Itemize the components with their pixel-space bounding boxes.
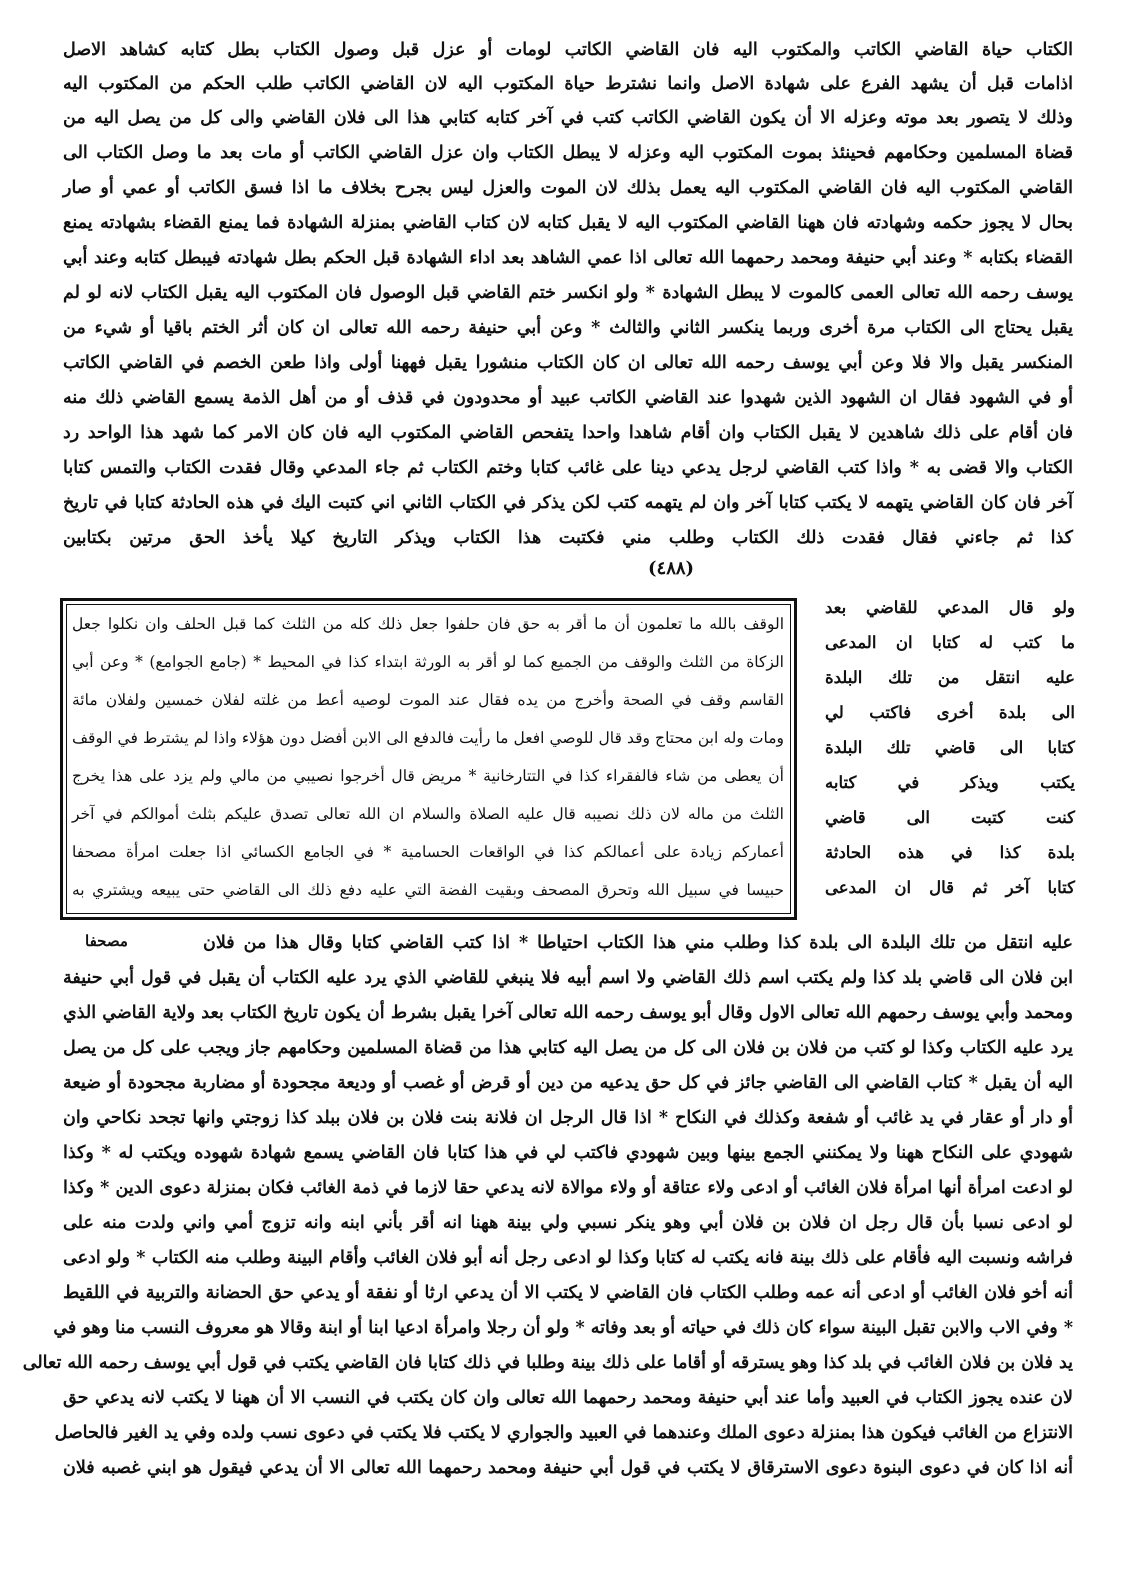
text-line: بحال لا يجوز حكمه وشهادته فان ههنا القاضي المكتوب اليه لا يقبل كتابه لان كتاب القاضي بمنزلة الشهادة فما يمنع القضاء بشهادته يمنع xyxy=(63,213,1073,233)
text-line: يرد عليه الكتاب وكذا لو كتب من فلان بن فلان الى كل من يصل اليه كتابي هذا من قضاة المسلمين وحكامهم جاز ويجب على كل من يصل xyxy=(63,1038,1073,1058)
text-line: اذامات قبل أن يشهد الفرع على شهادة الاصل وانما نشترط حياة المكتوب اليه لان القاضي الكاتب طلب الحكم من المكتوب اليه xyxy=(63,74,1073,94)
footnote-line: أن يعطى من شاء فالفقراء كذا في التتارخانية * مريض قال أخرجوا نصيبي من مالي ولم يزد على هذا يخرج xyxy=(72,767,784,785)
text-line: ما كتب له كتابا ان المدعى xyxy=(825,633,1075,652)
text-line: ومحمد وأبي يوسف رحمهم الله تعالى الاول وقال أبو يوسف رحمه الله تعالى آخرا يقبل بشرط أن يكون تاريخ الكتاب بعد ولاية القاضي الذي xyxy=(63,1003,1073,1023)
text-line: يقبل يحتاج الى الكتاب مرة أخرى وربما ينكسر الثاني والثالث * وعن أبي حنيفة رحمه الله تعالى ان كان أثر الختم باقيا أو شيء من xyxy=(63,318,1073,338)
text-line: لو ادعى نسبا بأن قال رجل ان فلان بن فلان أبي وهو ينكر نسبي ولي بينة ههنا انه أقر بأني ابنه وانه تزوج أمي واني ولدت منه على xyxy=(63,1213,1073,1233)
page-number: (٤٨٨) xyxy=(648,558,695,579)
text-line: المنكسر يقبل والا فلا وعن أبي يوسف رحمه الله تعالى ان كان الكتاب منشورا يقبل فههنا أولى واذا طعن الخصم في القاضي الكاتب xyxy=(63,353,1073,373)
text-line: وذلك لا يتصور بعد موته وعزله الا أن يكون القاضي الكاتب كتب في آخر كتابه كتابي هذا الى فلان القاضي والى كل من يصل اليه من xyxy=(63,108,1073,128)
text-line: آخر فان كان القاضي يتهمه لا يكتب كتابا آخر وان لم يتهمه كتب لكن يذكر في الكتاب الثاني اني كتبت اليك في هذه الحادثة كتابا في تاريخ xyxy=(63,493,1073,513)
footnote-line: ومات وله ابن محتاج وقد قال للوصي افعل ما رأيت فالدفع الى الابن أفضل دون هؤلاء واذا لم يشترط في الوقف xyxy=(72,729,784,747)
text-line: عليه انتقل من تلك البلدة الى بلدة كذا وطلب مني هذا الكتاب احتياطا * اذا كتب القاضي كتابا وقال هذا من فلان xyxy=(203,933,1073,953)
text-line: ابن فلان الى قاضي بلد كذا ولم يكتب اسم ذلك القاضي ولا اسم أبيه فلا ينبغي للقاضي الذي يرد عليه الكتاب أن يقبل في قول أبي حنيفة xyxy=(63,968,1073,988)
text-line: كتابا الى قاضي تلك البلدة xyxy=(825,738,1075,757)
text-line: الكتاب والا قضى به * واذا كتب القاضي لرجل يدعي دينا على غائب كتابا وختم الكتاب ثم جاء المدعي وقال فقدت الكتاب والتمس كتابا xyxy=(63,458,1073,478)
text-line: فراشه ونسبت اليه فأقام على ذلك بينة فانه يكتب له كتابا وكذا لو ادعى رجل أنه أبو فلان الغائب وأقام البينة وطلب منه الكتاب * ولو ادعى xyxy=(63,1248,1073,1268)
text-line: يكتب ويذكر في كتابه xyxy=(825,773,1075,792)
footnote-line: أعماركم زيادة على أعمالكم كذا في الواقعات الحسامية * في الجامع الكسائي اذا جعلت امرأة مصحفا xyxy=(72,843,784,861)
text-line: * وفي الاب والابن تقبل البينة سواء كان ذلك في حياته أو بعد وفاته * ولو أن رجلا وامرأة ادعيا ابنا أو ابنة وقالا هو معروف النسب منا وهو في xyxy=(53,1318,1073,1338)
text-line: لو ادعت امرأة أنها امرأة فلان الغائب أو ادعى ولاء عتاقة أو ولاء موالاة لانه يدعي حقا لازما في ذمة الغائب فكان بمنزلة دعوى الدين * وكذا xyxy=(63,1178,1073,1198)
text-line: فان أقام على ذلك شاهدين لا يقبل الكتاب وان أقام شاهدا واحدا يتفحص القاضي المكتوب اليه فان كان الامر كما شهد هذا الواحد رد xyxy=(63,423,1073,443)
margin-note: مصحفا xyxy=(85,932,128,950)
text-line: كتابا آخر ثم قال ان المدعى xyxy=(825,878,1075,897)
text-line: كنت كتبت الى قاضي xyxy=(825,808,1075,827)
text-line: كذا ثم جاءني فقال فقدت ذلك الكتاب وطلب مني فكتبت هذا الكتاب ويذكر التاريخ كيلا يأخذ الحق مرتين بكتابين xyxy=(63,528,1073,548)
text-line: الكتاب حياة القاضي الكاتب والمكتوب اليه فان القاضي الكاتب لومات أو عزل قبل وصول الكتاب بطل كتابه كشاهد الاصل xyxy=(63,40,1073,60)
text-line: شهودي على النكاح ههنا ولا يمكنني الجمع بينها وبين شهودي فاكتب لي في هذا كتابا فان القاضي يسمع شهادة شهوده ويكتب له * وكذا xyxy=(63,1143,1073,1163)
text-line: اليه أن يقبل * كتاب القاضي الى القاضي جائز في كل حق يدعيه من دين أو قرض أو غصب أو وديعة مجحودة أو مضاربة مجحودة أو ضيعة xyxy=(63,1073,1073,1093)
text-line: لان عنده يجوز الكتاب في العبيد وأما عند أبي حنيفة ومحمد رحمهما الله تعالى وان كان يكتب في النسب الا أن ههنا لا يكتب لانه يدعي حق xyxy=(63,1388,1073,1408)
footnote-line: حبيسا في سبيل الله وتحرق المصحف وبقيت الفضة التي عليه دفع ذلك الى القاضي حتى يبيعه ويشتري به xyxy=(72,881,784,899)
footnote-line: الزكاة من الثلث والوقف من الجميع كما لو أقر به الورثة ابتداء كذا في المحيط * (جامع الجوامع) * وعن أبي xyxy=(72,653,784,671)
text-line: بلدة كذا في هذه الحادثة xyxy=(825,843,1075,862)
text-line: أنه اذا كان في دعوى البنوة دعوى الاسترقاق لا يكتب في قول أبي حنيفة ومحمد رحمهما الله تعالى الا أن يدعي فيقول هو ابني غصبه فلان xyxy=(63,1458,1073,1478)
text-line: الانتزاع من الغائب فيكون هذا بمنزلة دعوى الملك وعندهما في العبيد والجواري لا يكتب فلا يكتب في دعوى نسب ولده وفي يد الغير فالحاصل xyxy=(54,1423,1073,1443)
text-line: يد فلان بن فلان الغائب في بلد كذا وهو يسترقه أو أقاما على ذلك بينة وطلبا في ذلك كتابا فان القاضي يكتب في قول أبي يوسف رحمه الله تعالى xyxy=(22,1353,1073,1373)
text-line: أو في الشهود فقال ان الشهود الذين شهدوا عند القاضي الكاتب عبيد أو محدودون في قذف أو من أهل الذمة يسمع القاضي ذلك منه xyxy=(63,388,1073,408)
footnote-line: الثلث من ماله لان ذلك نصيبه قال عليه الصلاة والسلام ان الله تعالى تصدق عليكم بثلث أموالكم في آخر xyxy=(72,805,784,823)
text-line: القضاء بكتابه * وعند أبي حنيفة ومحمد رحمهما الله تعالى اذا عمي الشاهد بعد اداء الشهادة قبل الحكم بطل شهادته فيبطل كتابه وعند أبي xyxy=(63,248,1073,268)
text-line: ولو قال المدعي للقاضي بعد xyxy=(825,598,1075,617)
text-line: يوسف رحمه الله تعالى العمى كالموت لا يبطل الشهادة * ولو انكسر ختم القاضي قبل الوصول فان المكتوب اليه يقبل الكتاب لانه لو لم xyxy=(63,283,1073,303)
text-line: عليه انتقل من تلك البلدة xyxy=(825,668,1075,687)
boxed-footnote xyxy=(60,598,797,920)
text-line: أنه أخو فلان الغائب أو ادعى أنه عمه وطلب الكتاب فان القاضي لا يكتب الا أن يدعي ارثا أو نفقة أو يدعي حق الحضانة والتربية في اللقيط xyxy=(63,1283,1073,1303)
text-line: أو دار أو عقار في يد غائب أو شفعة وكذلك في النكاح * اذا قال الرجل ان فلانة بنت فلان بن فلان ببلد كذا زوجتي وانها تجحد نكاحي وان xyxy=(63,1108,1073,1128)
text-line: قضاة المسلمين وحكامهم فحينئذ بموت المكتوب اليه وعزله لا يبطل الكتاب وان عزل القاضي الكاتب أو مات بعد ما وصل الكتاب الى xyxy=(63,143,1073,163)
text-line: القاضي المكتوب اليه فان القاضي المكتوب اليه يعمل بذلك لان الموت والعزل ليس بجرح بخلاف ما اذا فسق الكاتب أو عمي أو صار xyxy=(63,178,1073,198)
footnote-line: القاسم وقف في الصحة وأخرج من يده فقال عند الموت لوصيه أعط من غلته لفلان خمسين ولفلان مائة xyxy=(72,691,784,709)
text-line: الى بلدة أخرى فاكتب لي xyxy=(825,703,1075,722)
footnote-line: الوقف بالله ما تعلمون أن ما أقر به حق فان حلفوا جعل ذلك كله من الثلث كما قبل الحلف وان نكلوا جعل xyxy=(72,615,784,633)
